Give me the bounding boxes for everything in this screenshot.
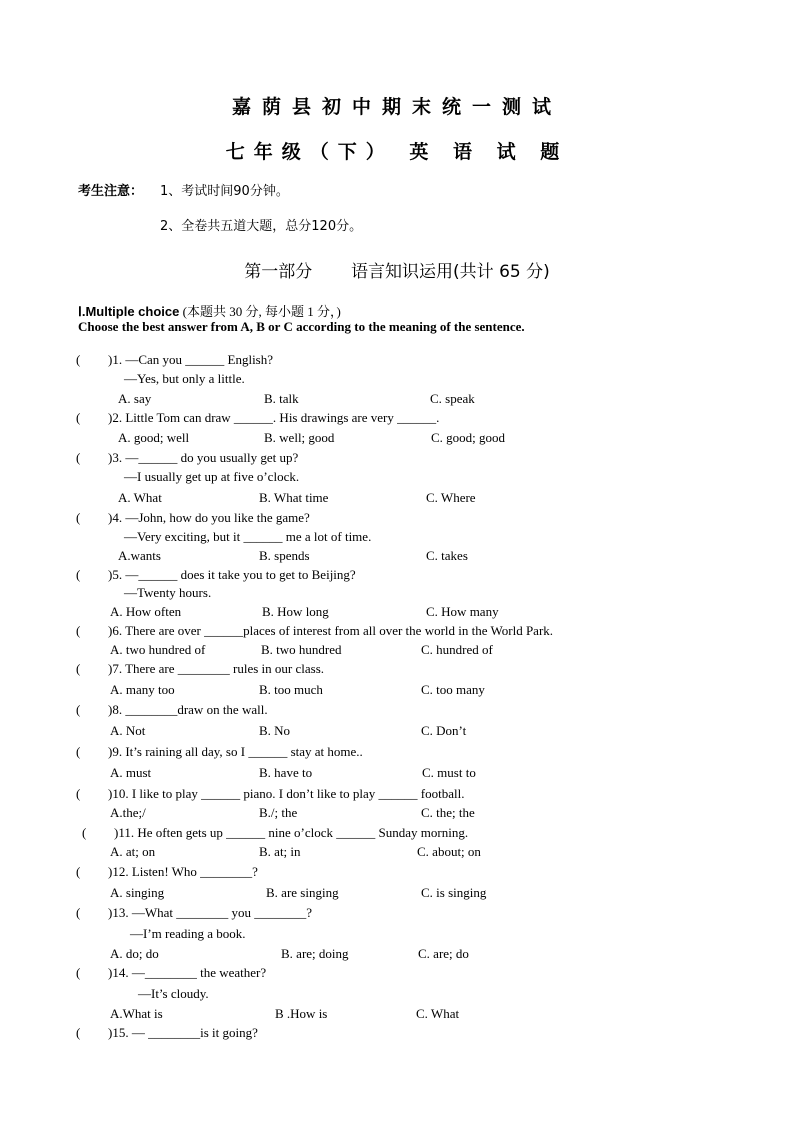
question-dialog: —Twenty hours. bbox=[124, 585, 212, 600]
answer-paren: ( bbox=[76, 786, 81, 801]
question-stem: )6. There are over ______places of interest from all over the world in the World Park. bbox=[108, 623, 554, 638]
question-dialog: —Yes, but only a little. bbox=[124, 371, 245, 386]
section-heading-label: Ⅰ.Multiple choice bbox=[78, 304, 180, 319]
answer-paren: ( bbox=[82, 825, 87, 840]
answer-paren: ( bbox=[76, 864, 81, 879]
answer-paren: ( bbox=[76, 352, 81, 367]
option-c: C. must to bbox=[422, 765, 476, 780]
question-stem: )14. —________ the weather? bbox=[108, 965, 267, 980]
answer-paren: ( bbox=[76, 623, 81, 638]
option-a: A.wants bbox=[118, 548, 161, 563]
question-stem: )12. Listen! Who ________? bbox=[108, 864, 258, 879]
option-a: A. must bbox=[110, 765, 152, 780]
question-stem: )4. —John, how do you like the game? bbox=[108, 510, 310, 525]
question-dialog: —It’s cloudy. bbox=[138, 986, 209, 1001]
part-one-label: 第一部分 bbox=[244, 262, 313, 282]
question-dialog: —Very exciting, but it ______ me a lot of time. bbox=[124, 529, 372, 544]
option-c: C. good; good bbox=[431, 430, 506, 445]
option-a: A.the;/ bbox=[110, 805, 146, 820]
option-c: C. takes bbox=[426, 548, 468, 563]
option-b: B. well; good bbox=[264, 430, 335, 445]
option-a: A.What is bbox=[110, 1006, 163, 1021]
option-a: A. do; do bbox=[110, 946, 159, 961]
answer-paren: ( bbox=[76, 661, 81, 676]
option-c: C. too many bbox=[421, 682, 485, 697]
option-b: B. two hundred bbox=[261, 642, 342, 657]
option-a: A. Not bbox=[110, 723, 146, 738]
option-a: A. at; on bbox=[110, 844, 156, 859]
option-c: C. the; the bbox=[421, 805, 475, 820]
answer-paren: ( bbox=[76, 744, 81, 759]
option-b: B. are singing bbox=[266, 885, 339, 900]
answer-paren: ( bbox=[76, 702, 81, 717]
option-a: A. two hundred of bbox=[110, 642, 206, 657]
option-b: B. How long bbox=[262, 604, 329, 619]
option-c: C. Where bbox=[426, 490, 476, 505]
answer-paren: ( bbox=[76, 450, 81, 465]
option-c: C. about; on bbox=[417, 844, 481, 859]
question-dialog: —I usually get up at five o’clock. bbox=[124, 469, 300, 484]
option-a: A. How often bbox=[110, 604, 182, 619]
section-heading bbox=[78, 301, 341, 320]
option-c: C. are; do bbox=[418, 946, 469, 961]
question-stem: )8. ________draw on the wall. bbox=[108, 702, 268, 717]
option-b: B. talk bbox=[264, 391, 299, 406]
option-b: B./; the bbox=[259, 805, 298, 820]
question-stem: )3. —______ do you usually get up? bbox=[108, 450, 299, 465]
answer-paren: ( bbox=[76, 510, 81, 525]
notice-label: 考生注意： bbox=[78, 184, 144, 199]
question-stem: )15. — ________is it going? bbox=[108, 1025, 258, 1040]
question-stem: )5. —______ does it take you to get to Beijing? bbox=[108, 567, 356, 582]
option-a: A. many too bbox=[110, 682, 175, 697]
option-a: A. good; well bbox=[118, 430, 190, 445]
option-b: B. What time bbox=[259, 490, 329, 505]
option-c: C. hundred of bbox=[421, 642, 493, 657]
option-b: B. have to bbox=[259, 765, 313, 780]
option-c: C. is singing bbox=[421, 885, 487, 900]
part-one-title bbox=[0, 257, 794, 282]
option-a: A. singing bbox=[110, 885, 165, 900]
option-c: C. How many bbox=[426, 604, 499, 619]
option-b: B. are; doing bbox=[281, 946, 349, 961]
answer-paren: ( bbox=[76, 1025, 81, 1040]
option-b: B. No bbox=[259, 723, 291, 738]
part-one-name: 语言知识运用(共计 65 分) bbox=[351, 262, 550, 282]
option-b: B. too much bbox=[259, 682, 323, 697]
option-c: C. Don’t bbox=[421, 723, 467, 738]
question-stem: )7. There are ________ rules in our class. bbox=[108, 661, 325, 676]
option-c: C. speak bbox=[430, 391, 475, 406]
notice-item-2: 2、全卷共五道大题，总分120分。 bbox=[160, 219, 363, 234]
section-heading-note: (本题共 30 分, 每小题 1 分，) bbox=[179, 304, 341, 319]
option-a: A. say bbox=[118, 391, 152, 406]
notice-item-1: 1、考试时间90分钟。 bbox=[160, 184, 289, 199]
option-c: C. What bbox=[416, 1006, 460, 1021]
question-stem: )2. Little Tom can draw ______. His drawings are very ______. bbox=[108, 410, 440, 425]
exam-title: 嘉荫县初中期末统一测试 bbox=[231, 96, 562, 118]
option-b: B. at; in bbox=[259, 844, 301, 859]
question-dialog: —I’m reading a book. bbox=[130, 926, 246, 941]
question-stem: )9. It’s raining all day, so I ______ stay at home.. bbox=[108, 744, 363, 759]
option-a: A. What bbox=[118, 490, 162, 505]
answer-paren: ( bbox=[76, 410, 81, 425]
answer-paren: ( bbox=[76, 965, 81, 980]
question-stem: )1. —Can you ______ English? bbox=[108, 352, 274, 367]
question-stem: )11. He often gets up ______ nine o’clock ______ Sunday morning. bbox=[114, 825, 469, 840]
question-stem: )13. —What ________ you ________? bbox=[108, 905, 313, 920]
exam-subtitle: 七年级（下） 英 语 试 题 bbox=[225, 141, 569, 163]
question-stem: )10. I like to play ______ piano. I don’t like to play ______ football. bbox=[108, 786, 465, 801]
section-instruction: Choose the best answer from A, B or C according to the meaning of the sentence. bbox=[78, 319, 525, 334]
option-b: B .How is bbox=[275, 1006, 328, 1021]
option-b: B. spends bbox=[259, 548, 310, 563]
answer-paren: ( bbox=[76, 905, 81, 920]
answer-paren: ( bbox=[76, 567, 81, 582]
